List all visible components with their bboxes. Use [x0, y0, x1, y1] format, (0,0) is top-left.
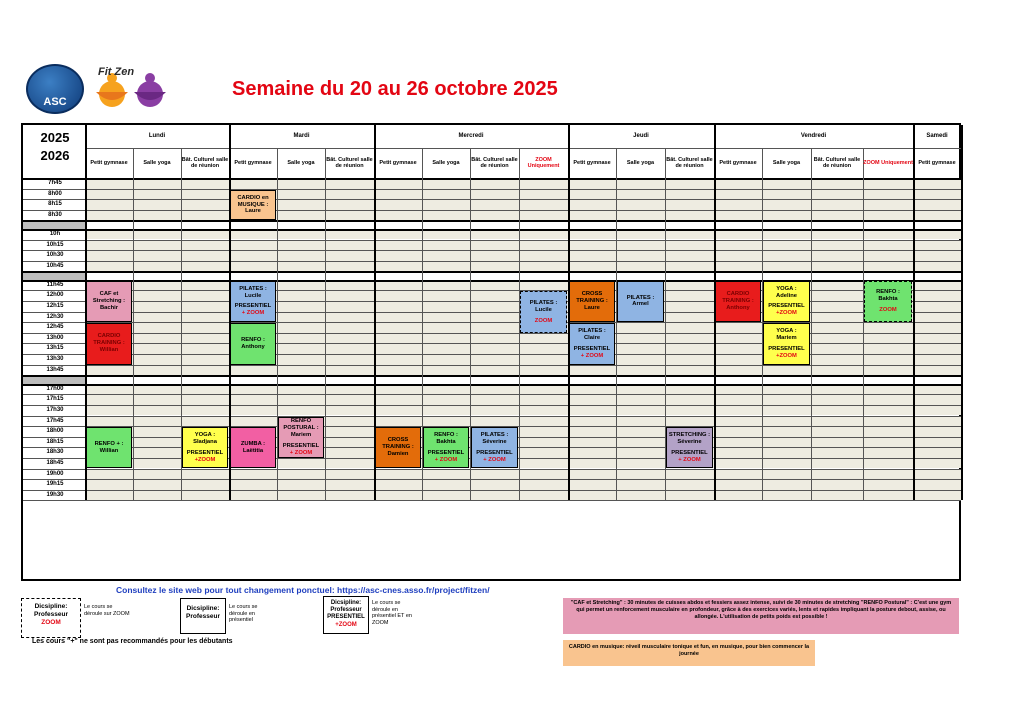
course-title: YOGA :: [194, 431, 216, 438]
time-label: 18h00: [46, 428, 64, 435]
course-zoom: +ZOOM: [776, 352, 797, 359]
room-header: Bât. Culturel salle de réunion: [813, 156, 861, 169]
legend-both-line4: +ZOOM: [335, 621, 357, 628]
room-header: Bât. Culturel salle de réunion: [471, 156, 518, 169]
time-label: 17h45: [46, 417, 64, 424]
course-block[interactable]: [569, 281, 615, 322]
course-teacher: Bakhta: [436, 438, 456, 445]
course-block[interactable]: [423, 427, 469, 468]
header-line: [23, 178, 961, 180]
time-label: 13h15: [46, 345, 64, 352]
course-zoom: + ZOOM: [241, 310, 265, 317]
course-teacher: Bakhta: [878, 296, 898, 303]
room-header: Salle yoga: [626, 159, 655, 166]
time-label: 13h00: [46, 334, 64, 341]
time-label: 10h45: [46, 262, 64, 269]
legend-both-line1: Dicsipline:: [330, 600, 362, 606]
row-line: [23, 322, 961, 323]
course-teacher: Anthony: [726, 304, 750, 311]
note-cardio-musique: CARDIO en musique: réveil musculaire tonique et fun, en musique, pour bien commencer la journée: [563, 640, 815, 666]
page-title: Semaine du 20 au 26 octobre 2025: [232, 78, 558, 100]
time-label: 8h00: [48, 190, 62, 197]
day-header: Mardi: [293, 133, 310, 140]
course-teacher: Laure: [584, 304, 600, 311]
row-line: [23, 343, 961, 344]
course-teacher: Laëtitia: [242, 447, 264, 454]
course-block[interactable]: [569, 323, 615, 364]
course-teacher: Adeline: [776, 292, 797, 299]
day-header: Lundi: [148, 133, 166, 140]
course-block[interactable]: [86, 323, 132, 364]
course-title: CARDIO TRAINING :: [722, 291, 754, 305]
course-block[interactable]: [230, 323, 276, 364]
row-line: [23, 333, 961, 334]
day-header: Vendredi: [800, 133, 827, 140]
course-title: CAF et Stretching :: [92, 291, 126, 305]
row-line: [23, 365, 961, 366]
slot-row: [85, 354, 961, 365]
legend-zoom-line3: ZOOM: [41, 618, 61, 626]
slot-row: [85, 210, 961, 221]
course-teacher: Séverine: [677, 438, 702, 445]
row-line: [23, 405, 961, 406]
slot-row: [85, 490, 961, 501]
course-teacher: Lucile: [535, 306, 552, 313]
room-header: ZOOM Uniquement: [527, 156, 560, 169]
legend-both-box: [323, 596, 369, 634]
column-line: [961, 125, 963, 500]
row-line: [23, 354, 961, 355]
row-line: [23, 500, 961, 501]
column-line: [913, 125, 915, 500]
day-header: Mercredi: [458, 133, 484, 140]
course-teacher: Séverine: [482, 438, 507, 445]
course-block[interactable]: [763, 281, 810, 322]
course-mode: PRESENTIEL: [427, 449, 465, 456]
course-zoom: +ZOOM: [776, 310, 797, 317]
slot-row: [85, 365, 961, 376]
row-line: [23, 490, 961, 491]
row-line: [23, 469, 961, 470]
group-line: [23, 280, 961, 282]
course-title: CARDIO en MUSIQUE :: [237, 194, 269, 208]
slot-row: [85, 189, 961, 200]
row-line: [23, 312, 961, 313]
course-block[interactable]: [230, 190, 276, 221]
row-line: [23, 290, 961, 291]
legend-presentiel-line2: Professeur: [186, 612, 220, 620]
course-zoom: + ZOOM: [289, 449, 313, 456]
website-link[interactable]: Consultez le site web pour tout changement ponctuel: https://asc-cnes.asso.fr/project/fitzen/: [116, 585, 490, 595]
time-label: 8h30: [48, 211, 62, 218]
column-line: [133, 148, 134, 500]
course-block[interactable]: [86, 427, 132, 468]
legend-zoom-line1: Dicsipline:: [34, 603, 68, 610]
course-teacher: Damien: [387, 451, 409, 458]
course-title: PILATES :: [529, 299, 558, 306]
legend-zoom-desc: Le cours se déroule sur ZOOM: [84, 604, 130, 617]
legend-presentiel-box: [180, 598, 226, 634]
time-label: 17h15: [46, 396, 64, 403]
course-block[interactable]: [471, 427, 518, 468]
legend-presentiel-line1: Dicsipline:: [186, 605, 220, 612]
room-header: Bât. Culturel salle de réunion: [181, 156, 229, 169]
slot-row: [85, 250, 961, 261]
legend-both-line3: PRESENTIEL: [327, 614, 365, 621]
time-label: 19h15: [46, 481, 64, 488]
slot-row: [85, 394, 961, 405]
course-title: CROSS TRAINING :: [382, 437, 414, 451]
course-title: YOGA :: [776, 285, 797, 292]
time-label: 12h30: [46, 313, 64, 320]
course-zoom: ZOOM: [879, 306, 897, 313]
room-header: Salle yoga: [432, 159, 460, 166]
time-label: 12h15: [46, 303, 64, 309]
timetable-grid: [21, 123, 961, 581]
course-teacher: Willian: [99, 347, 119, 354]
row-line: [23, 250, 961, 251]
course-title: CARDIO TRAINING :: [93, 333, 125, 347]
row-line: [23, 394, 961, 395]
course-teacher: Laure: [245, 208, 261, 215]
room-header: Bât. Culturel salle de réunion: [666, 156, 713, 169]
room-header: ZOOM Uniquement: [863, 159, 913, 166]
course-block[interactable]: [715, 281, 761, 322]
course-block[interactable]: [520, 291, 567, 332]
course-title: ZUMBA :: [240, 440, 266, 447]
course-mode: PRESENTIEL: [234, 303, 272, 310]
course-mode: PRESENTIEL: [186, 449, 224, 456]
time-label: 18h30: [46, 449, 64, 456]
slot-row: [85, 469, 961, 480]
row-line: [23, 479, 961, 480]
fitzen-logo: [88, 64, 176, 114]
group-line: [23, 384, 961, 386]
course-teacher: Claire: [583, 334, 601, 341]
course-zoom: + ZOOM: [483, 456, 506, 463]
room-header: Petit gymnase: [234, 159, 272, 166]
course-block[interactable]: [763, 323, 810, 364]
year-top: 2025: [40, 130, 70, 145]
legend-both-desc: Le cours se déroule en présentiel ET en ZOOM: [372, 600, 412, 626]
slot-row: [85, 405, 961, 416]
course-block[interactable]: [617, 281, 664, 322]
row-line: [23, 189, 961, 190]
course-mode: PRESENTIEL: [573, 345, 611, 352]
room-header: Petit gymnase: [573, 159, 611, 166]
room-header: Salle yoga: [772, 159, 801, 166]
course-teacher: Sladjana: [193, 438, 217, 445]
slot-row: [85, 343, 961, 354]
room-header: Salle yoga: [287, 159, 315, 166]
course-teacher: Bachir: [99, 304, 119, 311]
room-header: Petit gymnase: [90, 159, 128, 166]
row-line: [23, 261, 961, 262]
time-label: 18h15: [46, 438, 64, 445]
row-line: [23, 416, 961, 417]
course-mode: PRESENTIEL: [671, 449, 708, 456]
slot-row: [85, 261, 961, 272]
column-line: [811, 148, 812, 500]
room-header: Bât. Culturel salle de réunion: [326, 156, 373, 169]
course-title: RENFO :: [876, 289, 900, 296]
time-label: 19h30: [46, 491, 64, 498]
row-line: [23, 210, 961, 211]
course-title: PILATES :: [578, 327, 606, 334]
time-label: 10h15: [46, 241, 64, 248]
course-title: RENFO :: [434, 431, 458, 438]
course-teacher: Mariem: [290, 431, 312, 438]
row-line: [23, 199, 961, 200]
course-teacher: Armel: [632, 301, 649, 308]
time-label: 7h45: [48, 180, 62, 186]
legend-presentiel-desc: Le cours se déroule en présentiel: [229, 604, 258, 624]
asc-logo-text: ASC: [43, 96, 67, 108]
course-title: CROSS TRAINING :: [576, 291, 608, 305]
fitzen-logo-text: Fit Zen: [98, 66, 135, 78]
column-line: [863, 148, 864, 500]
time-label: 18h45: [46, 459, 64, 466]
column-line: [325, 148, 326, 500]
legend-zoom-box: [21, 598, 81, 638]
course-title: RENFO :: [241, 336, 265, 343]
time-label: 17h30: [46, 406, 64, 413]
time-label: 13h45: [46, 366, 64, 373]
row-line: [23, 301, 961, 302]
course-mode: PRESENTIEL: [282, 442, 320, 449]
legend-both-line2: Professeur: [330, 607, 362, 614]
room-header: Petit gymnase: [918, 159, 956, 166]
course-teacher: Willian: [99, 447, 119, 454]
group-line: [23, 229, 961, 231]
room-header: Petit gymnase: [719, 159, 757, 166]
course-zoom: + ZOOM: [580, 352, 604, 359]
course-title: PILATES :: [239, 285, 267, 292]
course-block[interactable]: [230, 427, 276, 468]
slot-row: [85, 240, 961, 251]
day-header: Samedi: [926, 133, 948, 140]
course-zoom: + ZOOM: [434, 456, 458, 463]
time-label: 19h00: [46, 470, 64, 477]
course-teacher: Mariem: [776, 334, 797, 341]
year-bottom: 2026: [40, 148, 70, 163]
column-line: [616, 148, 617, 500]
group-line: [23, 375, 961, 377]
course-title: STRETCHING :: [668, 431, 711, 438]
course-block[interactable]: [864, 281, 912, 322]
course-title: RENFO POSTURAL :: [283, 417, 319, 431]
course-zoom: ZOOM: [534, 317, 553, 324]
time-label: 8h15: [48, 201, 62, 208]
course-title: PILATES :: [480, 431, 509, 438]
note-caf-renfo: "CAF et Stretching" : 30 minutes de cuisses abdos et fessiers assez intense, suivi de 30 minutes de stretching "RENFO Postural" : C'est une gym qui permet un renforcement musculaire en profondeur, grâce à des exercices variés, lents et rapides impliquant la posture debout, assise, ou allongée. L'utilisation de petits poids est possible !: [563, 598, 959, 634]
group-line: [23, 271, 961, 273]
beginner-note: Les cours "+" ne sont pas recommandés pour les débutants: [32, 638, 233, 645]
room-header: Salle yoga: [143, 159, 171, 166]
course-teacher: Lucile: [244, 292, 262, 299]
course-zoom: + ZOOM: [678, 456, 701, 463]
time-label: 10h: [49, 230, 61, 237]
course-title: YOGA :: [776, 327, 797, 334]
slot-row: [85, 416, 961, 427]
time-label: 12h00: [46, 292, 64, 299]
time-label: 13h30: [46, 356, 64, 362]
group-line: [23, 220, 961, 222]
course-block[interactable]: [375, 427, 421, 468]
time-label: 10h30: [46, 252, 64, 259]
course-block[interactable]: [278, 417, 324, 458]
slot-row: [85, 199, 961, 210]
course-title: PILATES :: [626, 294, 655, 301]
course-title: RENFO + :: [94, 440, 124, 447]
course-mode: PRESENTIEL: [768, 303, 805, 310]
time-label: 17h00: [46, 385, 64, 392]
time-label: 11h45: [46, 281, 64, 288]
day-header: Jeudi: [633, 133, 649, 140]
slot-row: [85, 333, 961, 344]
course-zoom: +ZOOM: [194, 456, 216, 463]
course-mode: PRESENTIEL: [768, 345, 805, 352]
asc-logo: [26, 64, 84, 114]
course-teacher: Anthony: [241, 343, 265, 350]
room-header: Petit gymnase: [379, 159, 417, 166]
course-mode: PRESENTIEL: [476, 449, 513, 456]
course-block[interactable]: [666, 427, 713, 468]
course-block[interactable]: [182, 427, 228, 468]
slot-row: [85, 479, 961, 490]
legend-zoom-line2: Professeur: [34, 610, 68, 618]
course-block[interactable]: [230, 281, 276, 322]
time-label: 12h45: [46, 324, 64, 331]
course-block[interactable]: [86, 281, 132, 322]
row-line: [23, 240, 961, 241]
